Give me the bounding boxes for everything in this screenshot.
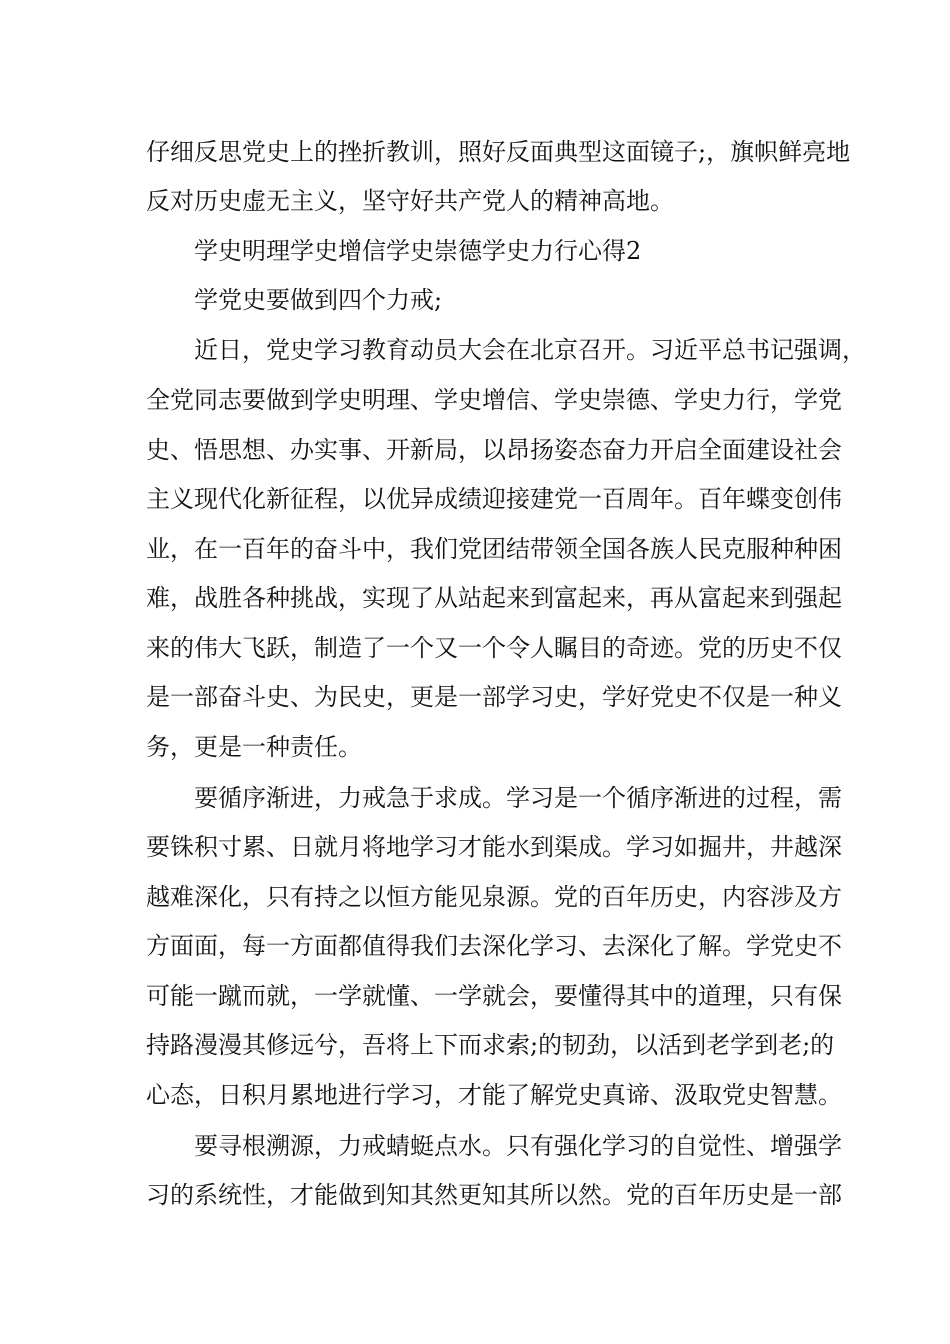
line-text: 学党史要做到四个力戒; (194, 286, 443, 314)
text-line-8 (0, 474, 950, 524)
text-line-19 (0, 1020, 950, 1070)
text-line-6 (0, 375, 950, 425)
text-line-7 (0, 425, 950, 475)
text-line-15 (0, 822, 950, 872)
text-line-18 (0, 971, 950, 1021)
line-text: 反对历史虚无主义，坚守好共产党人的精神高地。 (146, 187, 674, 215)
line-text: 要循序渐进，力戒急于求成。学习是一个循序渐进的过程，需 (194, 784, 842, 812)
text-line-22 (0, 1170, 950, 1220)
line-text: 方面面，每一方面都值得我们去深化学习、去深化了解。学党史不 (146, 932, 842, 960)
line-text: 持路漫漫其修远兮，吾将上下而求索;的韧劲，以活到老学到老;的 (146, 1031, 835, 1059)
line-text: 习的系统性，才能做到知其然更知其所以然。党的百年历史是一部 (146, 1181, 842, 1209)
line-text: 要铢积寸累、日就月将地学习才能水到渠成。学习如掘井，井越深 (146, 833, 842, 861)
text-line-5 (0, 325, 950, 375)
text-line-9 (0, 524, 950, 574)
text-line-14 (0, 773, 950, 823)
line-text: 心态，日积月累地进行学习，才能了解党史真谛、汲取党史智慧。 (146, 1081, 842, 1109)
text-line-17 (0, 921, 950, 971)
text-line-1 (0, 127, 950, 177)
text-line-2 (0, 176, 950, 226)
line-text: 务，更是一种责任。 (146, 733, 362, 761)
line-text: 业，在一百年的奋斗中，我们党团结带领全国各族人民克服种种困 (146, 535, 842, 563)
section-heading (0, 226, 950, 276)
line-text: 是一部奋斗史、为民史，更是一部学习史，学好党史不仅是一种义 (146, 683, 842, 711)
line-text: 史、悟思想、办实事、开新局，以昂扬姿态奋力开启全面建设社会 (146, 436, 842, 464)
line-text: 来的伟大飞跃，制造了一个又一个令人瞩目的奇迹。党的历史不仅 (146, 634, 842, 662)
text-line-12 (0, 672, 950, 722)
text-line-16 (0, 872, 950, 922)
text-line-4 (0, 275, 950, 325)
line-text: 可能一蹴而就，一学就懂、一学就会，要懂得其中的道理，只有保 (146, 982, 842, 1010)
line-text: 要寻根溯源，力戒蜻蜓点水。只有强化学习的自觉性、增强学 (194, 1132, 842, 1160)
text-line-11 (0, 623, 950, 673)
text-line-10 (0, 573, 950, 623)
text-line-13 (0, 722, 950, 772)
line-text: 难，战胜各种挑战，实现了从站起来到富起来，再从富起来到强起 (146, 584, 842, 612)
line-text: 近日，党史学习教育动员大会在北京召开。习近平总书记强调， (194, 336, 866, 364)
line-text: 全党同志要做到学史明理、学史增信、学史崇德、学史力行，学党 (146, 386, 842, 414)
text-line-20 (0, 1070, 950, 1120)
line-text: 主义现代化新征程，以优异成绩迎接建党一百周年。百年蝶变创伟 (146, 485, 842, 513)
line-text: 仔细反思党史上的挫折教训，照好反面典型这面镜子;，旗帜鲜亮地 (146, 138, 851, 166)
line-text: 越难深化，只有持之以恒方能见泉源。党的百年历史，内容涉及方 (146, 883, 842, 911)
text-line-21 (0, 1121, 950, 1171)
heading-text: 学史明理学史增信学史崇德学史力行心得2 (194, 237, 642, 265)
